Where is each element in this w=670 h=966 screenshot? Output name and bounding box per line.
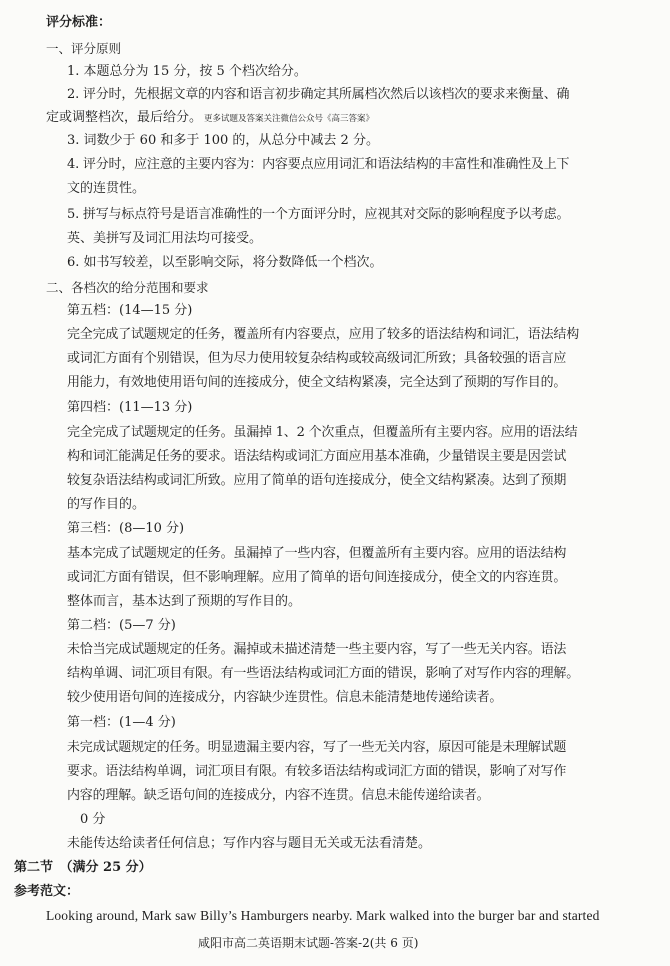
grade-4-line-1: 完全完成了试题规定的任务。虽漏掉 1、2 个次重点，但覆盖所有主要内容。应用的语法结 [67, 425, 578, 440]
principle-5-line-1: 5. 拼写与标点符号是语言准确性的一个方面评分时，应视其对交际的影响程度予以考虑。 [67, 207, 570, 222]
grade-0-line-1: 未能传达给读者任何信息；写作内容与题目无关或无法看清楚。 [67, 836, 432, 851]
grade-5-label: 第五档：(14—15 分) [67, 303, 193, 318]
principle-6: 6. 如书写较差，以至影响交际，将分数降低一个档次。 [67, 255, 383, 270]
grade-1-line-3: 内容的理解。缺乏语句间的连接成分，内容不连贯。信息未能传递给读者。 [67, 788, 490, 803]
principle-1: 1. 本题总分为 15 分，按 5 个档次给分。 [67, 64, 307, 79]
principle-3: 3. 词数少于 60 和多于 100 的，从总分中减去 2 分。 [67, 133, 379, 148]
grade-2-line-3: 较少使用语句间的连接成分，内容缺少连贯性。信息未能清楚地传递给读者。 [67, 690, 503, 705]
grade-5-line-1: 完全完成了试题规定的任务，覆盖所有内容要点，应用了较多的语法结构和词汇，语法结构 [67, 327, 580, 342]
grade-3-line-1: 基本完成了试题规定的任务。虽漏掉了一些内容，但覆盖所有主要内容。应用的语法结构 [67, 546, 567, 561]
grade-4-label: 第四档：(11—13 分) [67, 400, 193, 415]
grade-5-line-2: 或词汇方面有个别错误，但为尽力使用较复杂结构或较高级词汇所致；具备较强的语言应 [67, 351, 567, 366]
principle-2-text: 定或调整档次，最后给分。 [46, 110, 203, 125]
grade-2-line-1: 未恰当完成试题规定的任务。漏掉或未描述清楚一些主要内容，写了一些无关内容。语法 [67, 642, 567, 657]
principle-2-line-2 [46, 109, 374, 128]
section-heading-grades: 二、各档次的给分范围和要求 [46, 280, 209, 295]
page-title: 评分标准： [46, 15, 112, 30]
grade-2-line-2: 结构单调、词汇项目有限。有一些语法结构或词汇方面的错误，影响了对写作内容的理解。 [67, 666, 580, 681]
grade-3-line-3: 整体而言，基本达到了预期的写作目的。 [67, 594, 302, 609]
promo-note: 更多试题及答案关注微信公众号《高三答案》 [204, 114, 375, 124]
principle-4-line-1: 4. 评分时，应注意的主要内容为：内容要点应用词汇和语法结构的丰富性和准确性及上下 [67, 157, 570, 172]
grade-4-line-2: 构和词汇能满足任务的要求。语法结构或词汇方面应用基本准确，少量错误主要是因尝试 [67, 449, 567, 464]
grade-5-line-3: 用能力，有效地使用语句间的连接成分，使全文结构紧凑，完全达到了预期的写作目的。 [67, 375, 567, 390]
grade-3-line-2: 或词汇方面有错误，但不影响理解。应用了简单的语句间连接成分，使全文的内容连贯。 [67, 570, 567, 585]
principle-2-line-1: 2. 评分时，先根据文章的内容和语言初步确定其所属档次然后以该档次的要求来衡量、确 [67, 87, 570, 102]
grade-2-label: 第二档：(5—7 分) [67, 618, 176, 633]
reference-heading: 参考范文： [14, 884, 80, 899]
principle-5-line-2: 英、美拼写及词汇用法均可接受。 [67, 231, 263, 246]
grade-0-label: 0 分 [80, 812, 106, 827]
grade-4-line-4: 的写作目的。 [67, 497, 146, 512]
section-heading-principles: 一、评分原则 [46, 41, 122, 56]
reference-text-line: Looking around, Mark saw Billy’s Hamburgers nearby. Mark walked into the burger bar and started [46, 908, 600, 923]
grade-4-line-3: 较复杂语法结构或词汇所致。应用了简单的语句连接成分，使全文结构紧凑。达到了预期 [67, 473, 567, 488]
grade-3-label: 第三档：(8—10 分) [67, 521, 185, 536]
grade-1-line-1: 未完成试题规定的任务。明显遗漏主要内容，写了一些无关内容，原因可能是未理解试题 [67, 740, 567, 755]
section-two-heading: 第二节 （满分 25 分） [14, 860, 152, 875]
principle-4-line-2: 文的连贯性。 [67, 181, 146, 196]
grade-1-line-2: 要求。语法结构单调，词汇项目有限。有较多语法结构或词汇方面的错误，影响了对写作 [67, 764, 567, 779]
grade-1-label: 第一档：(1—4 分) [67, 715, 176, 730]
page-footer: 咸阳市高二英语期末试题-答案-2(共 6 页) [198, 936, 419, 950]
